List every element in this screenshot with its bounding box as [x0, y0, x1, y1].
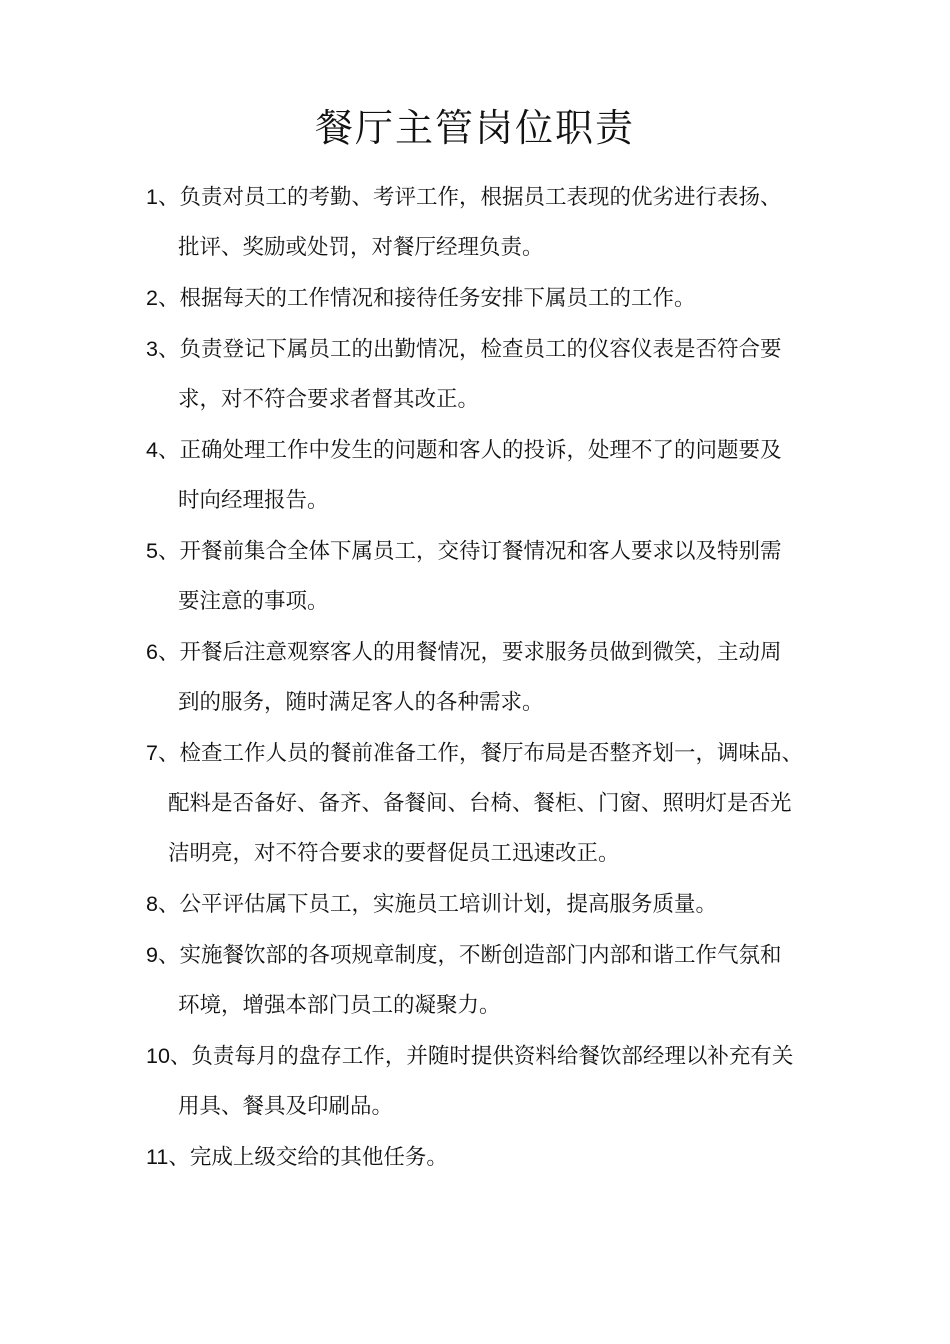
duty-number: 1 [146, 185, 158, 209]
duty-line [146, 526, 810, 577]
duty-number: 11 [146, 1145, 169, 1169]
duty-item-1 [146, 172, 810, 273]
duty-line [146, 627, 810, 678]
duty-text: 、公平评估属下员工，实施员工培训计划，提高服务质量。 [157, 892, 717, 917]
duty-item-4 [146, 425, 810, 526]
duty-text: 、完成上级交给的其他任务。 [168, 1145, 448, 1170]
duty-text-continued: 批评、奖励或处罚，对餐厅经理负责。 [178, 235, 544, 260]
duty-text-continued: 用具、餐具及印刷品。 [178, 1094, 394, 1119]
duty-number: 8 [146, 892, 158, 916]
duty-item-2 [146, 273, 810, 324]
duty-text-continued: 配料是否备好、备齐、备餐间、台椅、餐柜、门窗、照明灯是否光 [168, 791, 792, 816]
page-title: 餐厅主管岗位职责 [314, 106, 635, 150]
duty-item-11 [146, 1132, 810, 1183]
duty-line [146, 1132, 810, 1183]
duty-line [146, 879, 810, 930]
duty-line [146, 172, 810, 223]
duty-text: 、负责每月的盘存工作，并随时提供资料给餐饮部经理以补充有关 [169, 1044, 794, 1069]
duty-line [146, 324, 810, 375]
duty-line [146, 425, 810, 476]
duty-text-continued: 环境，增强本部门员工的凝聚力。 [178, 993, 501, 1018]
duty-text-continued: 求，对不符合要求者督其改正。 [178, 387, 480, 412]
duty-list [146, 172, 810, 1183]
duty-item-9 [146, 930, 810, 1031]
duty-line [146, 1031, 810, 1082]
duty-text: 、开餐后注意观察客人的用餐情况，要求服务员做到微笑，主动周 [157, 640, 782, 665]
duty-text-continued: 时向经理报告。 [178, 488, 329, 513]
duty-item-10 [146, 1031, 810, 1132]
duty-item-6 [146, 627, 810, 728]
duty-number: 5 [146, 539, 158, 563]
duty-item-8 [146, 879, 810, 930]
duty-text: 、负责登记下属员工的出勤情况，检查员工的仪容仪表是否符合要 [157, 337, 782, 362]
duty-text: 、开餐前集合全体下属员工，交待订餐情况和客人要求以及特别需 [157, 539, 782, 564]
duty-number: 2 [146, 286, 158, 310]
duty-text-continued: 洁明亮，对不符合要求的要督促员工迅速改正。 [168, 841, 620, 866]
duty-item-7 [146, 728, 810, 879]
duty-number: 6 [146, 640, 158, 664]
duty-number: 7 [146, 741, 158, 765]
duty-item-5 [146, 526, 810, 627]
duty-number: 4 [146, 438, 158, 462]
duty-text-continued: 要注意的事项。 [178, 589, 329, 614]
duty-line [146, 273, 810, 324]
duty-text: 、检查工作人员的餐前准备工作，餐厅布局是否整齐划一，调味品、 [157, 741, 803, 766]
duty-text: 、根据每天的工作情况和接待任务安排下属员工的工作。 [157, 286, 696, 311]
duty-line [146, 728, 810, 779]
duty-number: 9 [146, 943, 158, 967]
duty-text: 、实施餐饮部的各项规章制度，不断创造部门内部和谐工作气氛和 [157, 943, 782, 968]
duty-text-continued: 到的服务，随时满足客人的各种需求。 [178, 690, 544, 715]
duty-text: 、负责对员工的考勤、考评工作，根据员工表现的优劣进行表扬、 [157, 185, 782, 210]
duty-number: 10 [146, 1044, 170, 1068]
duty-number: 3 [146, 337, 158, 361]
duty-line [146, 930, 810, 981]
duty-text: 、正确处理工作中发生的问题和客人的投诉，处理不了的问题要及 [157, 438, 782, 463]
duty-item-3 [146, 324, 810, 425]
